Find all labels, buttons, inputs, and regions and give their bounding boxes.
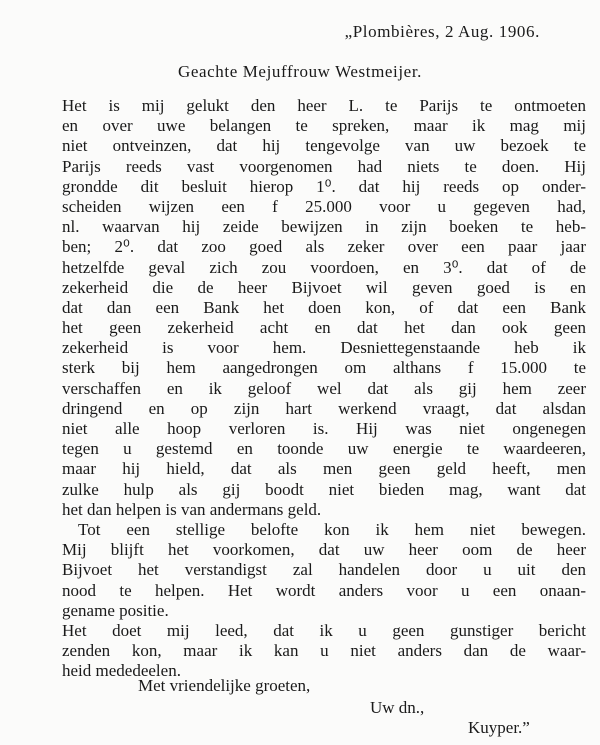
body-line: zekerheid die de heer Bijvoet wil geven goed is en [62,277,586,297]
body-line: en over uwe belangen te spreken, maar ik mag mij [62,116,586,136]
body-line: nood te helpen. Het wordt anders voor u een onaan- [62,580,586,600]
letter-valediction: Uw dn., [370,698,425,717]
body-line: het geen zekerheid acht en dat het dan ook geen [62,318,586,338]
letter-greeting: Met vriendelijke groeten, [138,676,311,695]
body-line: zulke hulp als gij boodt niet bieden mag, want dat [62,479,586,499]
body-line: hetzelfde geval zich zou voordoen, en 3⁰. dat of de [62,257,586,277]
letter-body [62,96,586,681]
body-line: sterk bij hem aangedrongen om althans f 15.000 te [62,358,586,378]
body-line: zekerheid is voor hem. Desniettegenstaande heb ik [62,338,586,358]
body-line: verschaffen en ik geloof wel dat als gij hem zeer [62,378,586,398]
body-line: Het doet mij leed, dat ik u geen gunstiger bericht [62,620,586,640]
body-line: grondde dit besluit hierop 1⁰. dat hij reeds op onder- [62,176,586,196]
body-line: scheiden wijzen een f 25.000 voor u gegeven had, [62,196,586,216]
body-line: ben; 2⁰. dat zoo goed als zeker over een paar jaar [62,237,586,257]
body-line: het dan helpen is van andermans geld. [62,499,322,519]
body-line: dat dan een Bank het doen kon, of dat een Bank [62,297,586,317]
body-line: niet ontveinzen, dat hij tengevolge van uw bezoek te [62,136,586,156]
body-line: niet alle hoop verloren is. Hij was niet ongenegen [62,419,586,438]
body-line: nl. waarvan hij zeide bewijzen in zijn boeken te heb- [62,217,586,237]
body-line: Tot een stellige belofte kon ik hem niet bewegen. [78,519,586,539]
body-line: Parijs reeds vast voorgenomen had niets te doen. Hij [62,156,586,176]
letter-signature: Kuyper.” [468,718,530,737]
body-line: zenden kon, maar ik kan u niet anders dan de waar- [62,641,586,661]
body-line: dringend en op zijn hart werkend vraagt, dat alsdan [62,398,586,418]
body-line: gename positie. [62,600,169,620]
letter-dateline: „Plombières, 2 Aug. 1906. [344,22,540,41]
body-line: Het is mij gelukt den heer L. te Parijs te ontmoeten [62,96,586,115]
body-line: heid mededeelen. [62,661,181,681]
letter-salutation: Geachte Mejuffrouw Westmeijer. [177,62,422,81]
body-line: tegen u gestemd en toonde uw energie te waardeeren, [62,439,586,459]
body-line: maar hij hield, dat als men geen geld heeft, men [62,459,586,479]
body-line: Bijvoet het verstandigst zal handelen door u uit den [62,560,586,580]
body-line: Mij blijft het voorkomen, dat uw heer oom de heer [62,540,586,560]
